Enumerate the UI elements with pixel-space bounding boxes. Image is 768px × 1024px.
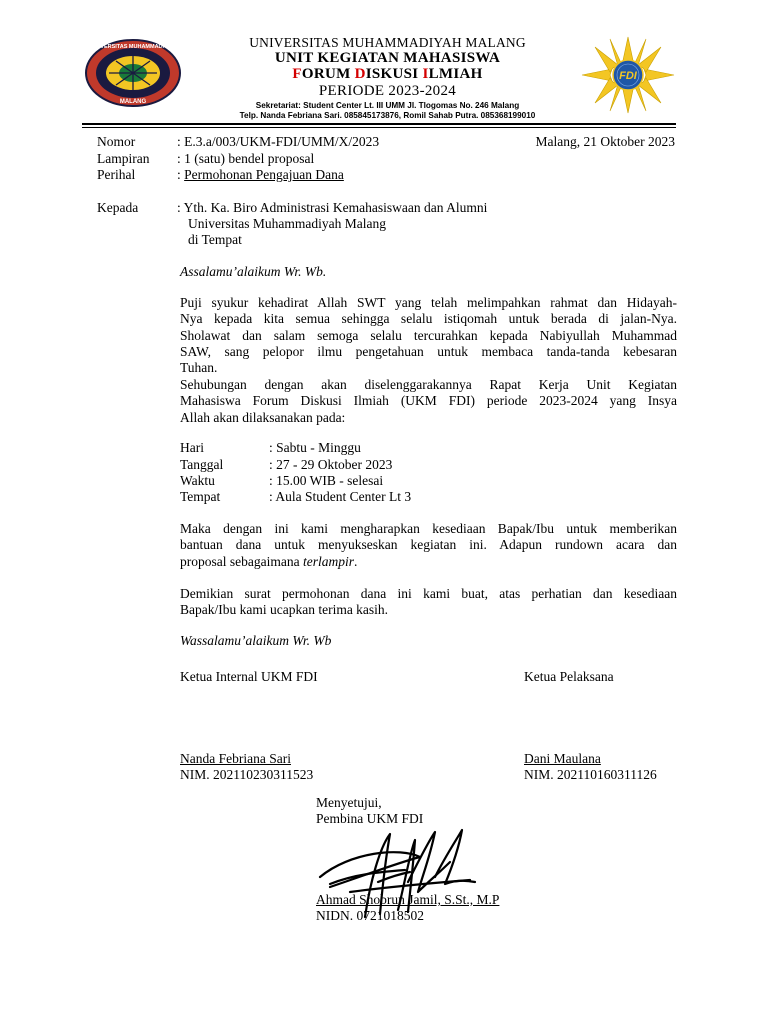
left-signatory-name: Nanda Febriana Sari (180, 751, 291, 766)
paragraph-line (180, 554, 677, 570)
paragraph-request (180, 521, 677, 570)
paragraph-line: Demikian surat permohonan dana ini kami buat, atas perhatian dan kesediaan (180, 586, 677, 601)
schedule-label-waktu: Waktu (180, 473, 215, 488)
right-signatory-name: Dani Maulana (524, 751, 601, 766)
lampiran-label: Lampiran (97, 151, 150, 166)
kepada-label: Kepada (97, 200, 139, 215)
perihal-subject: Permohonan Pengajuan Dana (184, 167, 344, 182)
paragraph-fragment: . (353, 553, 358, 569)
recipient-line-2: Universitas Muhammadiyah Malang (188, 216, 386, 231)
schedule-label-tanggal: Tanggal (180, 457, 224, 472)
header-phone: Telp. Nanda Febriana Sari. 085845173876, Romil Sahab Putra. 085368199010 (239, 111, 536, 120)
header-forum (200, 66, 575, 83)
schedule-value-waktu: : 15.00 WIB - selesai (269, 473, 384, 488)
schedule-label-hari: Hari (180, 440, 204, 455)
schedule-label-tempat: Tempat (180, 489, 221, 504)
paragraph-fragment: proposal sebagaimana (180, 553, 303, 569)
paragraph-fragment-italic: terlampir (302, 553, 354, 569)
forum-letter-d: D (354, 66, 366, 82)
advisor-name: Ahmad Shobrun Jamil, S.St., M.P (316, 892, 500, 907)
forum-word-2: ISKUSI (365, 66, 423, 82)
schedule-value-hari: : Sabtu - Minggu (269, 440, 361, 455)
nomor-value: : E.3.a/003/UKM-FDI/UMM/X/2023 (177, 134, 380, 149)
paragraph-line: Sehubungan dengan akan diselenggarakannya Rapat Kerja Unit Kegiatan (180, 377, 677, 392)
paragraph-event (180, 377, 677, 426)
lampiran-value: : 1 (satu) bendel proposal (177, 151, 315, 166)
fdi-logo (578, 35, 678, 115)
left-signatory-nim: NIM. 202110230311523 (180, 767, 314, 782)
forum-letter-f: F (292, 66, 302, 82)
letter-date: Malang, 21 Oktober 2023 (535, 134, 675, 149)
paragraph-line: Nya kepada kita semua sehingga selalu istiqomah untuk berada di jalan-Nya. (180, 311, 677, 327)
schedule-value-tanggal: : 27 - 29 Oktober 2023 (269, 457, 393, 472)
umm-logo-ring-text: UNIVERSITAS MUHAMMADIYAH (90, 44, 176, 50)
greeting: Assalamu’alaikum Wr. Wb. (180, 264, 327, 279)
paragraph-line: Sholawat dan salam semoga selalu tercurahkan kepada Nabiyullah Muhammad (180, 327, 677, 343)
paragraph-closing (180, 586, 677, 619)
paragraph-line: Maka dengan ini kami mengharapkan kesediaan Bapak/Ibu untuk memberikan (180, 521, 677, 536)
header-university: UNIVERSITAS MUHAMMADIYAH MALANG (249, 35, 526, 50)
forum-word-3: LMIAH (428, 66, 483, 82)
header-secretariat: Sekretariat: Student Center Lt. III UMM Jl. Tlogomas No. 246 Malang (255, 101, 520, 110)
paragraph-line: Mahasiswa Forum Diskusi Ilmiah (UKM FDI) periode 2023-2024 yang Insya (180, 393, 677, 409)
perihal-colon: : (177, 167, 185, 182)
paragraph-line: Bapak/Ibu kami ucapkan terima kasih. (180, 602, 389, 618)
perihal-value (177, 167, 344, 183)
approval-role: Pembina UKM FDI (316, 811, 424, 826)
paragraph-line: Tuhan. (180, 360, 218, 376)
recipient-line-1: : Yth. Ka. Biro Administrasi Kemahasiswaan dan Alumni (177, 200, 488, 215)
fdi-logo-text: FDI (619, 70, 637, 82)
recipient-line-3: di Tempat (188, 232, 242, 247)
left-signatory-role: Ketua Internal UKM FDI (180, 669, 318, 684)
advisor-signature (310, 822, 485, 927)
advisor-nidn: NIDN. 0721018502 (316, 908, 424, 923)
paragraph-line: SAW, sang pelopor ilmu pengetahuan untuk membaca tanda-tanda kebesaran (180, 343, 677, 359)
header-rule-thick (82, 123, 676, 125)
header-unit: UNIT KEGIATAN MAHASISWA (274, 50, 501, 66)
nomor-label: Nomor (97, 134, 136, 149)
approval-label: Menyetujui, (316, 795, 382, 810)
paragraph-line: Allah akan dilaksanakan pada: (180, 409, 346, 425)
right-signatory-nim: NIM. 202110160311126 (524, 767, 657, 782)
header-rule-thin (82, 127, 676, 128)
paragraph-line: Puji syukur kehadirat Allah SWT yang telah melimpahkan rahmat dan Hidayah- (180, 295, 677, 310)
forum-word-1: ORUM (301, 66, 355, 82)
schedule-value-tempat: : Aula Student Center Lt 3 (269, 489, 412, 504)
forum-letter-i: I (422, 66, 429, 82)
closing-greeting: Wassalamu’alaikum Wr. Wb (180, 633, 332, 648)
right-signatory-role: Ketua Pelaksana (524, 669, 614, 684)
perihal-label: Perihal (97, 167, 136, 182)
paragraph-line: bantuan dana untuk menyukseskan kegiatan ini. Adapun rundown acara dan (180, 537, 677, 553)
umm-logo-bottom-text: MALANG (119, 99, 147, 105)
header-periode: PERIODE 2023-2024 (318, 83, 457, 99)
paragraph-opening (180, 295, 677, 376)
umm-logo (83, 38, 183, 108)
